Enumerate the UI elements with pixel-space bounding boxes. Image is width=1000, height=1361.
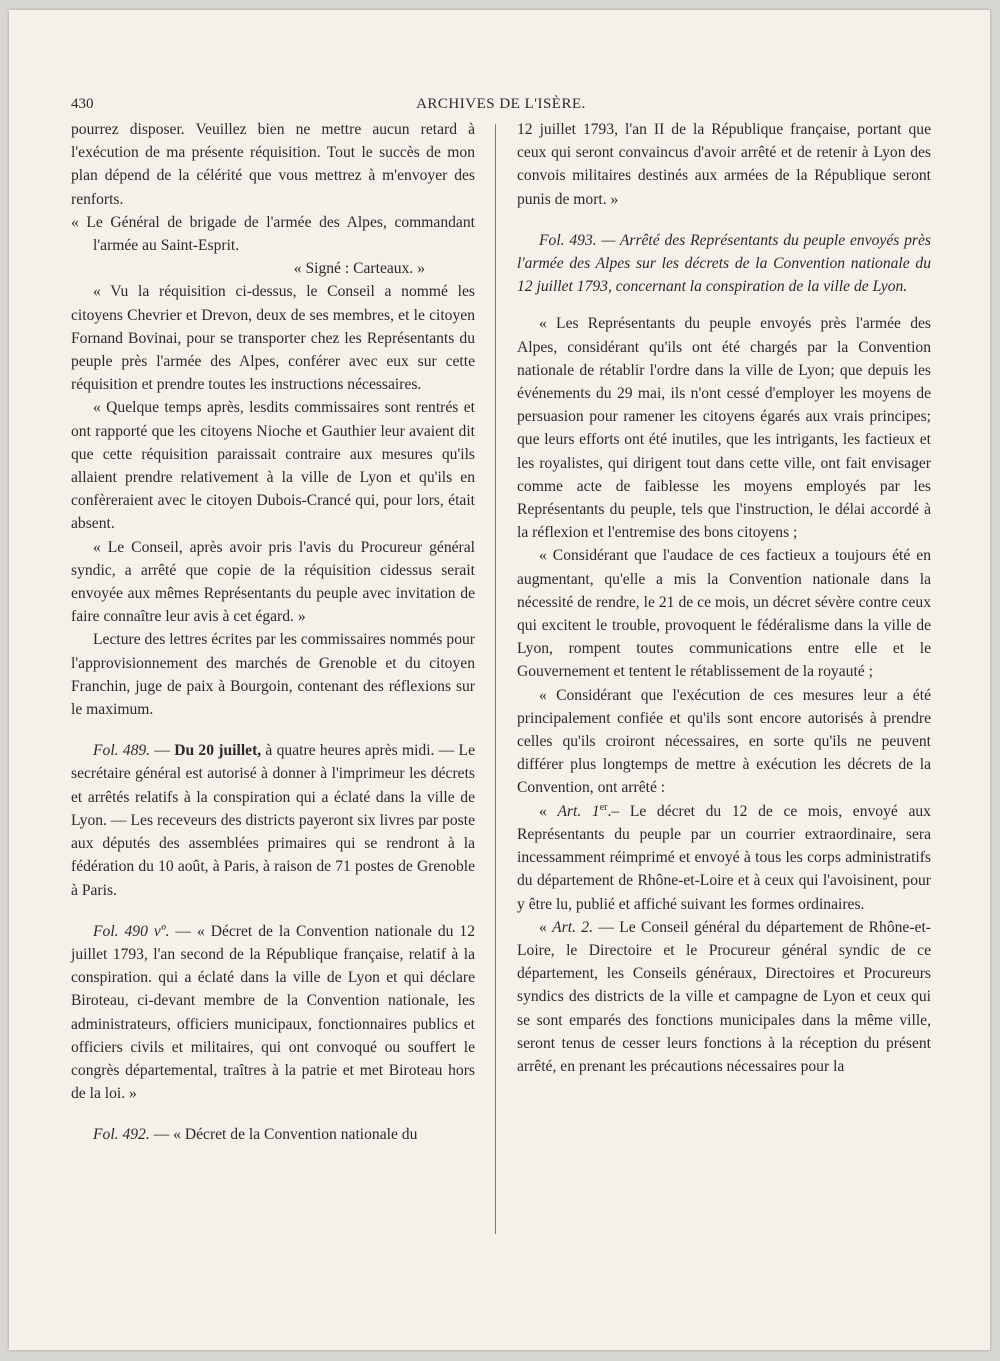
folio-label: Fol. 489. — [93, 742, 151, 760]
paragraph: « Le Conseil, après avoir pris l'avis du Procureur général syndic, a arrêté que copie de la réquisition cidessus serait envoyée aux mêmes Représentants du peuple avec invitation de faire connaître leur avis à cet égard. » — [71, 538, 475, 626]
running-head: ARCHIVES DE L'ISÈRE. — [416, 96, 586, 112]
paragraph: 12 juillet 1793, l'an II de la République française, portant que ceux qui seront convaincus d'avoir arrêté et de retenir à Lyon des convois militaires destinés aux armées de la République seront punis de mort. » — [517, 121, 931, 208]
paragraph: « Considérant que l'audace de ces factieux a toujours été en augmentant, qu'elle a mis la Convention nationale dans la nécessité de rendre, le 21 de ce mois, un décret sévère contre ceux qui excitent le trouble, provoquent le fédéralisme dans la ville de Lyon, rompent toutes communications entre elle et le Gouvernement et tentent le rétablissement de la royauté ; — [517, 547, 931, 681]
folio-title: — Arrêté des Représentants du peuple envoyés près l'armée des Alpes sur les décrets de la Convention nationale du 12 juillet 1793, concernant la conspiration de la ville de Lyon. — [517, 231, 931, 296]
page-number: 430 — [71, 96, 94, 112]
article-text: .– Le décret du 12 de ce mois, envoyé aux Représentants du peuple par un courrier extraordinaire, sera incessamment réimprimé et envoyé à tous les corps administratifs du département de Rhône-et-Loire et à ceux qui l'avoisinent, pour y être lu, publié et affiché suivant les formes ordinaires. — [517, 802, 931, 913]
folio-entry-493 — [517, 229, 931, 299]
paragraph: « Le Général de brigade de l'armée des Alpes, commandant l'armée au Saint-Esprit. — [71, 213, 475, 255]
paragraph: pourrez disposer. Veuillez bien ne mettre aucun retard à l'exécution de ma présente réquisition. Tout le succès de mon plan dépend de la célérité que vous mettrez à m'envoyer des renforts. — [71, 121, 475, 208]
paragraph: « Vu la réquisition ci-dessus, le Conseil a nommé les citoyens Chevrier et Drevon, deux de ses membres, et le citoyen Fornand Bovinai, pour se transporter chez les Représentants du peuple près l'armée des Alpes, conférer avec eux sur cette réquisition et prendre toutes les instructions nécessaires. — [71, 283, 475, 394]
quote-mark: « — [539, 918, 553, 936]
article-1 — [517, 800, 931, 916]
folio-entry-492 — [71, 1123, 475, 1146]
folio-label: Fol. 490 vº. — [93, 922, 170, 940]
folio-date: Du 20 juillet, — [174, 742, 262, 760]
article-label: Art. 2. — [552, 918, 593, 936]
paragraph: « Considérant que l'exécution de ces mesures leur a été principalement confiée et qu'ils sont encore autorisés à prendre celles qu'ils croiront nécessaires, en sorte qu'ils ne peuvent différer plus longtemps de mettre à exécution les décrets de la Convention, ont arrêté : — [517, 686, 931, 797]
quote-mark: « — [539, 802, 558, 820]
article-label: Art. 1 — [557, 802, 600, 820]
paragraph: « Les Représentants du peuple envoyés près l'armée des Alpes, considérant qu'ils ont été chargés par la Convention nationale de rétablir l'ordre dans la ville de Lyon; que depuis les événements du 29 mai, ils n'ont cessé d'employer les moyens de persuasion pour ramener les citoyens égarés aux vrais principes; que leurs efforts ont été inutiles, que les intrigants, les factieux et les royalistes, qui dirigent tout dans cette ville, ont fait envisager comme acte de faiblesse les moyens employés par les Représentants du peuple, tels que l'instruction, le délai accordé à la réflexion et l'entremise des bons citoyens ; — [517, 315, 931, 542]
folio-label: Fol. 492. — [93, 1126, 150, 1144]
folio-text: — « Décret de la Convention nationale du — [149, 1126, 418, 1144]
folio-entry-489 — [71, 739, 475, 901]
folio-entry-490 — [71, 920, 475, 1106]
folio-dash: — — [150, 742, 175, 760]
column-divider — [495, 124, 496, 1234]
article-2 — [517, 916, 931, 1078]
folio-text: — « Décret de la Convention nationale du 12 juillet 1793, l'an second de la République française, relatif à la conspiration. qui a éclaté dans la ville de Lyon et qui déclare Biroteau, ci-devant membre de la Convention nationale, les administrateurs, officiers municipaux, fonctionnaires publics et officiers civils et militaires, qui ont convoqué ou souffert le congrès départemental, traîtres à la patrie et met Biroteau hors de la loi. » — [71, 922, 475, 1103]
left-column — [71, 118, 475, 1147]
document-page — [9, 10, 990, 1350]
article-text: — Le Conseil général du département de Rhône-et-Loire, le Directoire et le Procureur général syndic de ce département, les Conseils généraux, Directoires et Procureurs syndics des districts de la ville et campagne de Lyon et ceux qui se sont emparés des fonctions municipales dans la même ville, seront tenus de cesser leurs fonctions à la réception du présent arrêté, en prenant les précautions nécessaires pour la — [517, 918, 931, 1075]
paragraph: « Quelque temps après, lesdits commissaires sont rentrés et ont rapporté que les citoyens Nioche et Gauthier leur avaient dit que cette réquisition paraissait contraire aux mesures qu'ils allaient prendre relativement à la ville de Lyon et qu'ils en confèreraient avec le citoyen Dubois-Crancé qui, pour lors, était absent. — [71, 399, 475, 533]
right-column — [517, 118, 931, 1078]
signature-line: « Signé : Carteaux. » — [293, 260, 425, 278]
page-header — [71, 96, 931, 118]
article-superscript: er — [599, 801, 608, 813]
paragraph: Lecture des lettres écrites par les commissaires nommés pour l'approvisionnement des marchés de Grenoble et du citoyen Franchin, juge de paix à Bourgoin, contenant des réflexions sur le maximum. — [71, 631, 475, 719]
folio-label: Fol. 493. — [539, 231, 597, 249]
folio-text: à quatre heures après midi. — Le secrétaire général est autorisé à donner à l'imprimeur les décrets et arrêtés relatifs à la conspiration qui a éclaté dans la ville de Lyon. — Les receveurs des districts payeront six livres par poste aux députés des assemblées primaires qui se rendront à la fédération du 10 août, à Paris, à raison de 71 postes de Grenoble à Paris. — [71, 742, 476, 899]
